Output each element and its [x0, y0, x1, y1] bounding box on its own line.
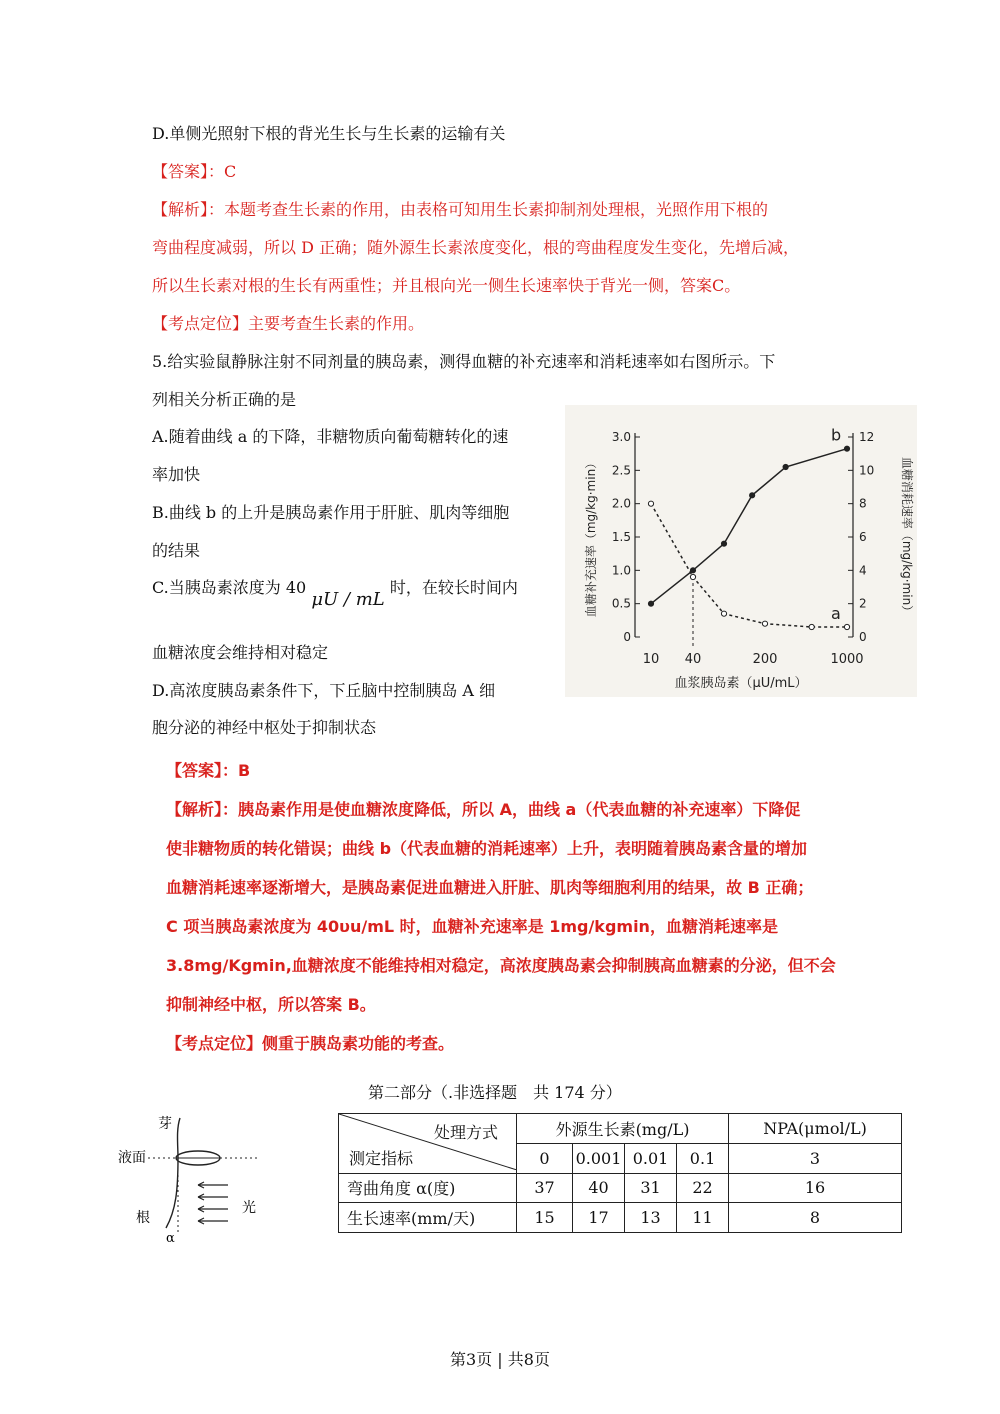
col-header: 3 — [729, 1143, 902, 1173]
col-header: 0 — [517, 1143, 573, 1173]
x-tick-label: 40 — [684, 652, 702, 667]
x-axis-label: 血浆胰岛素（μU/mL） — [674, 676, 808, 691]
y-left-tick-label: 2.0 — [611, 496, 631, 511]
table-row — [339, 1173, 902, 1203]
data-point-b — [783, 464, 788, 469]
analysis-4-line-1: 【解析】：本题考查生长素的作用，由表格可知用生长素抑制剂处理根，光照作用下根的 — [152, 200, 769, 219]
root-diagram-svg — [118, 1110, 298, 1250]
corner-top-label: 处理方式 — [433, 1123, 498, 1142]
data-point-a — [844, 624, 849, 629]
light-arrows — [198, 1182, 228, 1224]
auxin-table — [338, 1113, 902, 1233]
data-point-b — [721, 541, 726, 546]
series-line-b — [651, 449, 847, 604]
header-npa: NPA(μmol/L) — [729, 1114, 902, 1144]
q5-option-b-line-2: 的结果 — [152, 541, 201, 560]
y-left-tick-label: 1.0 — [611, 563, 631, 578]
root-diagram — [118, 1110, 298, 1250]
data-point-a — [809, 624, 814, 629]
data-point-b — [750, 493, 755, 498]
y-left-tick-label: 0.5 — [611, 596, 631, 611]
row-label: 生长速率(mm/天) — [339, 1203, 517, 1233]
q5-option-b-line-1: B.曲线 b 的上升是胰岛素作用于肝脏、肌肉等细胞 — [152, 503, 510, 522]
root-line — [166, 1158, 178, 1228]
table-cell: 16 — [729, 1173, 902, 1203]
analysis-5-line-6: 抑制神经中枢，所以答案 B。 — [166, 995, 376, 1014]
data-point-b — [844, 446, 849, 451]
q5-option-c-pre: C.当胰岛素浓度为 40 — [152, 578, 307, 597]
insulin-chart-svg — [565, 405, 917, 697]
col-header: 0.001 — [573, 1143, 625, 1173]
analysis-5-line-4: C 项当胰岛素浓度为 40υu/mL 时，血糖补充速率是 1mg/kgmin，血糖消耗速率是 — [166, 917, 778, 936]
label-bud: 芽 — [158, 1116, 172, 1132]
analysis-4-line-2: 弯曲程度减弱，所以 D 正确；随外源生长素浓度变化，根的弯曲程度发生变化，先增后减， — [152, 238, 800, 257]
table-corner-cell — [339, 1114, 517, 1174]
q5-stem-line-1: 5.给实验鼠静脉注射不同剂量的胰岛素，测得血糖的补充速率和消耗速率如右图所示。下 — [152, 352, 776, 371]
y-axis-right-label: 血糖消耗速率（mg/kg·min） — [900, 456, 914, 618]
q5-option-c-line-1 — [152, 578, 518, 610]
y-axis-left-label: 血糖补充速率（mg/kg·min） — [584, 456, 598, 618]
q5-option-c-unit: μU / mL — [311, 589, 385, 610]
x-tick-label: 10 — [642, 652, 660, 667]
y-right-tick-label: 4 — [859, 563, 867, 578]
answer-5: 【答案】：B — [166, 761, 251, 780]
label-alpha: α — [166, 1231, 175, 1246]
analysis-4-line-3: 所以生长素对根的生长有两重性；并且根向光一侧生长速率快于背光一侧，答案C。 — [152, 276, 741, 295]
insulin-chart — [565, 405, 917, 697]
series-label-a: a — [831, 604, 841, 623]
q5-option-d-line-1: D.高浓度胰岛素条件下，下丘脑中控制胰岛 A 细 — [152, 681, 496, 700]
q5-option-d-line-2: 胞分泌的神经中枢处于抑制状态 — [152, 718, 377, 737]
q5-option-a-line-2: 率加快 — [152, 465, 201, 484]
q5-option-c-post: 时，在较长时间内 — [389, 578, 518, 597]
table-cell: 31 — [625, 1173, 677, 1203]
col-header: 0.1 — [677, 1143, 729, 1173]
option-d: D.单侧光照射下根的背光生长与生长素的运输有关 — [152, 124, 506, 143]
x-tick-label: 1000 — [830, 652, 864, 667]
y-right-tick-label: 2 — [859, 596, 867, 611]
focus-5: 【考点定位】侧重于胰岛素功能的考查。 — [166, 1034, 455, 1053]
analysis-5-line-2: 使非糖物质的转化错误；曲线 b（代表血糖的消耗速率）上升，表明随着胰岛素含量的增加 — [166, 839, 808, 858]
y-right-tick-label: 0 — [859, 630, 867, 644]
table-cell: 22 — [677, 1173, 729, 1203]
data-point-a — [762, 621, 767, 626]
y-right-tick-label: 10 — [859, 463, 875, 478]
table-cell: 40 — [573, 1173, 625, 1203]
q5-stem-line-2: 列相关分析正确的是 — [152, 390, 297, 409]
col-header: 0.01 — [625, 1143, 677, 1173]
y-left-tick-label: 0 — [623, 630, 631, 644]
header-exo-auxin: 外源生长素(mg/L) — [517, 1114, 729, 1144]
y-right-tick-label: 8 — [859, 496, 867, 511]
data-point-a — [690, 574, 695, 579]
corner-bottom-label: 测定指标 — [349, 1148, 414, 1168]
table-cell: 15 — [517, 1203, 573, 1233]
data-point-b — [690, 568, 695, 573]
y-right-tick-label: 6 — [859, 530, 867, 544]
auxin-table-grid — [338, 1113, 902, 1233]
page-footer: 第3页 | 共8页 — [450, 1350, 550, 1369]
series-line-a — [651, 504, 847, 627]
table-cell: 11 — [677, 1203, 729, 1233]
row-label: 弯曲角度 α(度) — [339, 1173, 517, 1203]
y-left-tick-label: 3.0 — [611, 430, 631, 444]
data-point-a — [648, 501, 653, 506]
analysis-5-line-3: 血糖消耗速率逐渐增大，是胰岛素促进血糖进入肝脏、肌肉等细胞利用的结果，故 B 正确； — [166, 878, 814, 897]
analysis-5-line-5: 3.8mg/Kgmin,血糖浓度不能维持相对稳定，高浓度胰岛素会抑制胰高血糖素的分泌，但不会 — [166, 956, 836, 975]
table-row — [339, 1203, 902, 1233]
label-root: 根 — [136, 1210, 150, 1226]
stem-line — [178, 1118, 181, 1158]
label-light: 光 — [242, 1200, 256, 1216]
y-right-tick-label: 12 — [859, 430, 875, 444]
answer-4: 【答案】：C — [152, 162, 237, 181]
series-label-b: b — [831, 425, 842, 445]
analysis-5-line-1: 【解析】：胰岛素作用是使血糖浓度降低，所以 A，曲线 a（代表血糖的补充速率）下降促 — [166, 800, 801, 819]
q5-option-c-line-2: 血糖浓度会维持相对稳定 — [152, 643, 329, 662]
table-cell: 17 — [573, 1203, 625, 1233]
data-point-b — [648, 601, 653, 606]
table-cell: 13 — [625, 1203, 677, 1233]
label-water: 液面 — [118, 1150, 146, 1166]
q5-option-a-line-1: A.随着曲线 a 的下降，非糖物质向葡萄糖转化的速 — [152, 427, 509, 446]
data-point-a — [721, 611, 726, 616]
focus-4: 【考点定位】主要考查生长素的作用。 — [152, 314, 425, 333]
x-tick-label: 200 — [752, 652, 778, 667]
table-cell: 37 — [517, 1173, 573, 1203]
y-left-tick-label: 1.5 — [611, 530, 631, 544]
table-cell: 8 — [729, 1203, 902, 1233]
y-left-tick-label: 2.5 — [611, 463, 631, 478]
part2-caption: 第二部分（.非选择题 共 174 分） — [368, 1083, 622, 1102]
